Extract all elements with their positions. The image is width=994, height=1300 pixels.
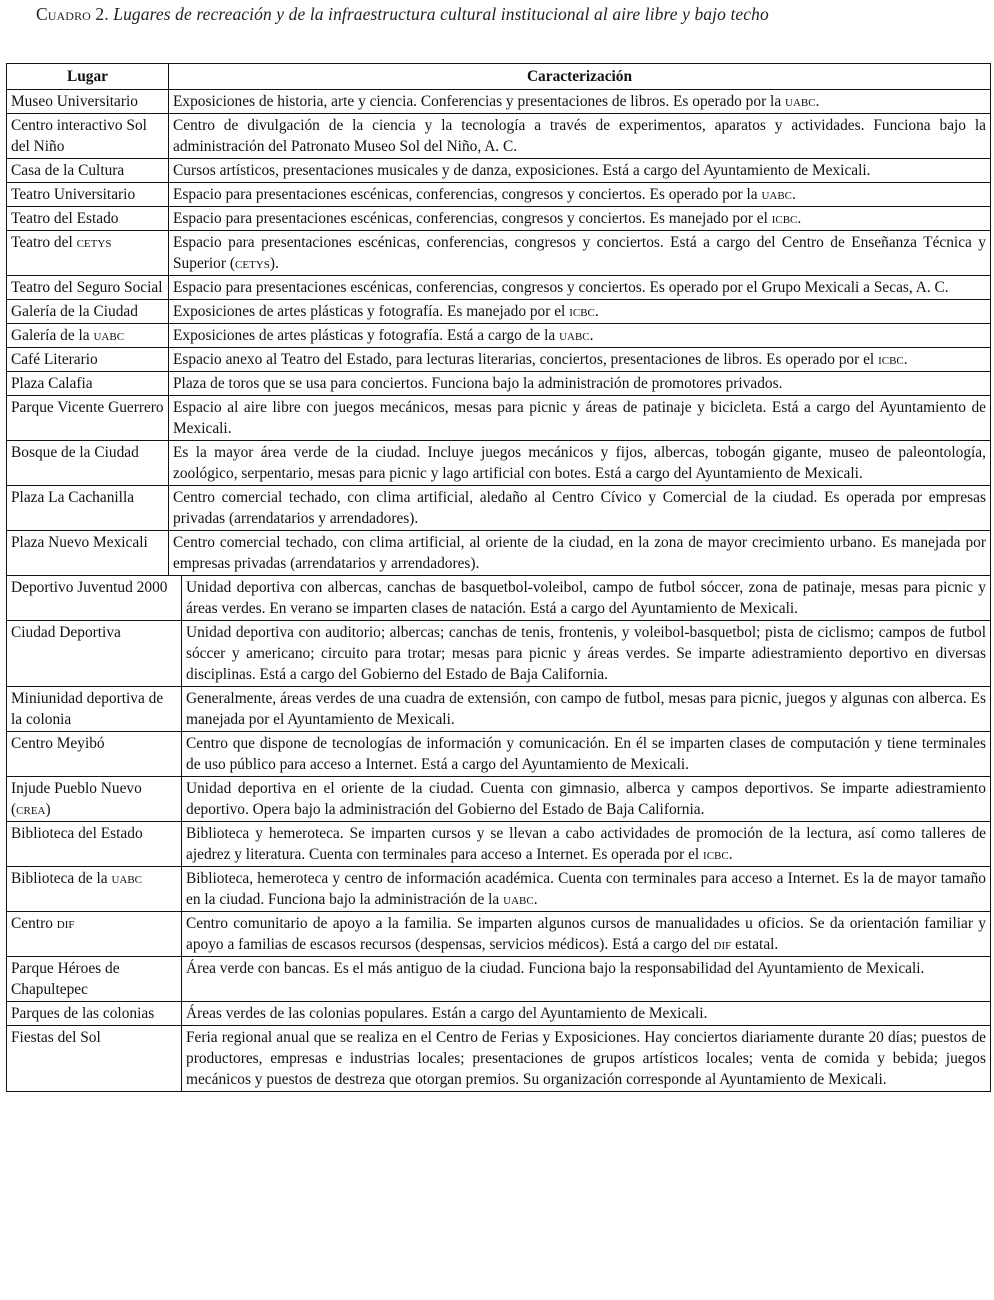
table-row <box>7 396 991 441</box>
caption-title: Lugares de recreación y de la infraestructura cultural institucional al aire libre y bajo techo <box>113 4 769 24</box>
place-cell: Biblioteca de la uabc <box>7 866 182 911</box>
table-caption <box>36 4 769 25</box>
table-row <box>7 1025 991 1091</box>
description-cell: Centro de divulgación de la ciencia y la tecnología a través de experimentos, aparatos y actividades. Funciona bajo la administración del Patronato Museo Sol del Niño, A. C. <box>169 114 991 159</box>
place-cell: Fiestas del Sol <box>7 1025 182 1091</box>
table-row <box>7 531 991 576</box>
table-row <box>7 956 991 1001</box>
place-cell: Galería de la uabc <box>7 324 169 348</box>
table-row <box>7 731 991 776</box>
places-table <box>6 63 991 576</box>
description-cell: Feria regional anual que se realiza en el Centro de Ferias y Exposiciones. Hay conciertos diariamente durante 20 días; puestos de productores, empresas e industrias locales; presentaciones de grupos artísticos locales; venta de comida y bebida; juegos mecánicos y puestos de destreza que otorgan premios. Su organización corresponde al Ayuntamiento de Mexicali. <box>182 1025 991 1091</box>
acronym: uabc <box>93 327 125 344</box>
table-row <box>7 114 991 159</box>
table-container <box>6 63 991 1092</box>
acronym: icbc <box>703 845 729 863</box>
description-cell: Exposiciones de historia, arte y ciencia. Conferencias y presentaciones de libros. Es operado por la uabc. <box>169 90 991 114</box>
table-row <box>7 575 991 620</box>
description-cell: Plaza de toros que se usa para conciertos. Funciona bajo la administración de promotores privados. <box>169 372 991 396</box>
acronym: icbc <box>569 303 595 320</box>
description-cell: Unidad deportiva con albercas, canchas de basquetbol-voleibol, campo de futbol sóccer, zona de patinaje, mesas para picnic y áreas verdes. En verano se imparten clases de natación. Está a cargo del Ayuntamiento de Mexicali. <box>182 575 991 620</box>
places-table-continued <box>6 575 991 1092</box>
place-cell: Teatro del cetys <box>7 231 169 276</box>
table-row <box>7 183 991 207</box>
place-cell: Plaza Nuevo Mexicali <box>7 531 169 576</box>
acronym: dif <box>713 935 732 953</box>
place-cell: Teatro del Seguro Social <box>7 276 169 300</box>
table-row <box>7 231 991 276</box>
place-cell: Teatro Universitario <box>7 183 169 207</box>
description-cell: Unidad deportiva con auditorio; albercas; canchas de tenis, frontenis, y voleibol-basquetbol; pista de ciclismo; campos de futbol sóccer y americano; circuito para trotar; mesas para picnic y áreas verdes. Se imparte adiestramiento deportivo en diversas disciplinas. Está a cargo del Gobierno del Estado de Baja California. <box>182 620 991 686</box>
table-row <box>7 324 991 348</box>
description-cell: Exposiciones de artes plásticas y fotografía. Está a cargo de la uabc. <box>169 324 991 348</box>
acronym: icbc <box>771 210 798 227</box>
acronym: dif <box>56 914 75 932</box>
table-row <box>7 866 991 911</box>
acronym: icbc <box>878 351 904 368</box>
place-cell: Museo Universitario <box>7 90 169 114</box>
description-cell: Centro comercial techado, con clima artificial, aledaño al Centro Cívico y Comercial de la ciudad. Es operada por empresas privadas (arrendatarios y arrendadores). <box>169 486 991 531</box>
description-cell: Áreas verdes de las colonias populares. Están a cargo del Ayuntamiento de Mexicali. <box>182 1001 991 1025</box>
acronym: crea <box>16 800 46 818</box>
description-cell: Centro que dispone de tecnologías de información y comunicación. En él se imparten clases de computación y tiene terminales de uso público para acceso a Internet. Está a cargo del Ayuntamiento de Mexicali. <box>182 731 991 776</box>
table-row <box>7 821 991 866</box>
acronym: cetys <box>76 234 112 251</box>
table-header-row <box>7 64 991 90</box>
place-cell: Plaza La Cachanilla <box>7 486 169 531</box>
place-cell: Centro dif <box>7 911 182 956</box>
place-cell: Plaza Calafia <box>7 372 169 396</box>
description-cell: Cursos artísticos, presentaciones musicales y de danza, exposiciones. Está a cargo del Ayuntamiento de Mexicali. <box>169 159 991 183</box>
acronym: uabc <box>111 869 142 887</box>
description-cell: Área verde con bancas. Es el más antiguo de la ciudad. Funciona bajo la responsabilidad del Ayuntamiento de Mexicali. <box>182 956 991 1001</box>
place-cell: Centro Meyibó <box>7 731 182 776</box>
acronym: cetys <box>234 255 270 272</box>
place-cell: Parque Vicente Guerrero <box>7 396 169 441</box>
place-cell: Casa de la Cultura <box>7 159 169 183</box>
acronym: uabc <box>785 93 816 110</box>
table-row <box>7 686 991 731</box>
description-cell: Es la mayor área verde de la ciudad. Incluye juegos mecánicos y fijos, albercas, tobogán gigante, museo de paleontología, zoológico, serpentario, mesas para picnic y lago artificial con botes. Está a cargo del Ayuntamiento de Mexicali. <box>169 441 991 486</box>
table-row <box>7 776 991 821</box>
place-cell: Galería de la Ciudad <box>7 300 169 324</box>
caption-label: Cuadro 2. <box>36 4 109 24</box>
description-cell: Espacio anexo al Teatro del Estado, para lecturas literarias, conciertos, presentaciones de libros. Es operado por el icbc. <box>169 348 991 372</box>
acronym: uabc <box>559 327 590 344</box>
table-row <box>7 911 991 956</box>
table-row <box>7 372 991 396</box>
description-cell: Espacio para presentaciones escénicas, conferencias, congresos y conciertos. Es manejado por el icbc. <box>169 207 991 231</box>
table-row <box>7 207 991 231</box>
table-body-part2 <box>7 575 991 1091</box>
place-cell: Miniunidad deportiva de la colonia <box>7 686 182 731</box>
place-cell: Injude Pueblo Nuevo (crea) <box>7 776 182 821</box>
table-body-part1 <box>7 90 991 576</box>
table-row <box>7 159 991 183</box>
description-cell: Centro comercial techado, con clima artificial, al oriente de la ciudad, en la zona de mayor crecimiento urbano. Es manejada por empresas privadas (arrendatarios y arrendadores). <box>169 531 991 576</box>
table-row <box>7 1001 991 1025</box>
description-cell: Exposiciones de artes plásticas y fotografía. Es manejado por el icbc. <box>169 300 991 324</box>
description-cell: Espacio para presentaciones escénicas, conferencias, congresos y conciertos. Es operado por la uabc. <box>169 183 991 207</box>
table-row <box>7 348 991 372</box>
table-row <box>7 441 991 486</box>
column-header-caracterizacion: Caracterización <box>169 64 991 90</box>
place-cell: Deportivo Juventud 2000 <box>7 575 182 620</box>
table-row <box>7 486 991 531</box>
place-cell: Ciudad Deportiva <box>7 620 182 686</box>
place-cell: Centro interactivo Sol del Niño <box>7 114 169 159</box>
description-cell: Biblioteca y hemeroteca. Se imparten cursos y se llevan a cabo actividades de promoción de la lectura, así como talleres de ajedrez y literatura. Cuenta con terminales para acceso a Internet. Es operada por el icbc. <box>182 821 991 866</box>
description-cell: Espacio para presentaciones escénicas, conferencias, congresos y conciertos. Es operado por el Grupo Mexicali a Secas, A. C. <box>169 276 991 300</box>
description-cell: Generalmente, áreas verdes de una cuadra de extensión, con campo de futbol, mesas para picnic, juegos y algunas con alberca. Es manejada por el Ayuntamiento de Mexicali. <box>182 686 991 731</box>
place-cell: Parques de las colonias <box>7 1001 182 1025</box>
acronym: uabc <box>761 186 793 203</box>
place-cell: Bosque de la Ciudad <box>7 441 169 486</box>
description-cell: Unidad deportiva en el oriente de la ciudad. Cuenta con gimnasio, alberca y campos deportivos. Se imparte adiestramiento deportivo. Opera bajo la administración del Gobierno del Estado de Baja California. <box>182 776 991 821</box>
table-row <box>7 620 991 686</box>
description-cell: Biblioteca, hemeroteca y centro de información académica. Cuenta con terminales para acceso a Internet. Es la de mayor tamaño en la ciudad. Funciona bajo la administración de la uabc. <box>182 866 991 911</box>
place-cell: Parque Héroes de Chapultepec <box>7 956 182 1001</box>
column-header-lugar: Lugar <box>7 64 169 90</box>
table-row <box>7 276 991 300</box>
description-cell: Centro comunitario de apoyo a la familia. Se imparten algunos cursos de manualidades u oficios. Se da orientación familiar y apoyo a familias de escasos recursos (despensas, servicios médicos). Está a cargo del dif estatal. <box>182 911 991 956</box>
table-row <box>7 90 991 114</box>
place-cell: Teatro del Estado <box>7 207 169 231</box>
place-cell: Biblioteca del Estado <box>7 821 182 866</box>
table-row <box>7 300 991 324</box>
description-cell: Espacio para presentaciones escénicas, conferencias, congresos y conciertos. Está a cargo del Centro de Enseñanza Técnica y Superior (cetys). <box>169 231 991 276</box>
acronym: uabc <box>503 890 534 908</box>
place-cell: Café Literario <box>7 348 169 372</box>
description-cell: Espacio al aire libre con juegos mecánicos, mesas para picnic y áreas de patinaje y bicicleta. Está a cargo del Ayuntamiento de Mexicali. <box>169 396 991 441</box>
